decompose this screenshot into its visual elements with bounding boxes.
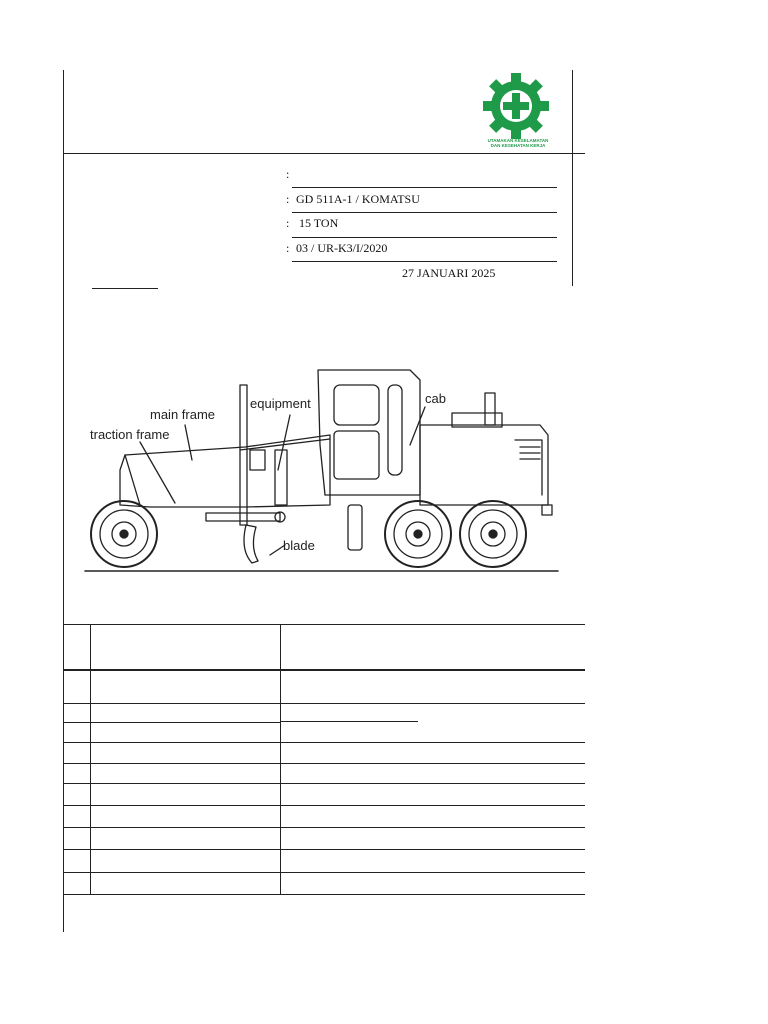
- info-colon-4: :: [286, 241, 290, 255]
- table-col-2: [280, 624, 281, 894]
- date-value: 27 JANUARI 2025: [402, 266, 496, 280]
- model-value: GD 511A-1 / KOMATSU: [296, 192, 420, 206]
- cab-leader: [410, 407, 425, 445]
- cab-label: cab: [425, 391, 446, 406]
- right-border-top: [572, 70, 573, 286]
- left-border: [63, 70, 64, 932]
- info-underline-3: [292, 237, 557, 238]
- info-underline-2: [292, 212, 557, 213]
- logo-line2: DAN KESEHATAN KERJA: [490, 143, 546, 148]
- table-col-1: [90, 624, 91, 894]
- table-row-line: [63, 872, 585, 873]
- table-row-line: [63, 703, 585, 704]
- info-colon-2: :: [286, 192, 290, 206]
- blade-label: blade: [283, 538, 315, 553]
- table-row-line: [63, 827, 585, 828]
- table-row-line: [63, 722, 280, 723]
- table-row-line: [63, 783, 585, 784]
- main-frame-shape: [120, 435, 330, 507]
- equipment-label: equipment: [250, 396, 311, 411]
- main-frame-leader: [185, 425, 192, 460]
- traction-frame-label: traction frame: [90, 427, 170, 442]
- blade-shape: [206, 513, 280, 521]
- table-top-border: [63, 624, 585, 625]
- header-divider: [63, 153, 585, 154]
- info-underline-4: [292, 261, 557, 262]
- table-header-bottom: [63, 669, 585, 671]
- table-bottom-border: [63, 894, 585, 895]
- table-row-line: [63, 805, 585, 806]
- k3-logo-icon: [476, 72, 560, 148]
- cab-shape: [318, 370, 420, 495]
- traction-frame-leader: [140, 442, 175, 503]
- logo-line1: UTAMAKAN KESELAMATAN: [487, 138, 549, 143]
- table-row-line: [63, 849, 585, 850]
- rear-wheel-2: [460, 501, 526, 567]
- motor-grader-diagram: [80, 355, 560, 580]
- engine-hood: [420, 425, 548, 505]
- reference-value: 03 / UR-K3/I/2020: [296, 241, 388, 255]
- info-colon-1: :: [286, 167, 290, 181]
- table-row-line: [63, 763, 585, 764]
- front-wheel: [91, 501, 157, 567]
- info-colon-3: :: [286, 216, 290, 230]
- rear-wheel-1: [385, 501, 451, 567]
- table-row-line-partial: [280, 721, 418, 722]
- main-frame-label: main frame: [150, 407, 216, 422]
- signature-underline: [92, 288, 158, 289]
- table-row-line: [63, 742, 585, 743]
- equipment-post: [240, 385, 247, 525]
- capacity-value: 15 TON: [296, 216, 339, 230]
- k3-logo: [476, 72, 560, 148]
- info-underline-1: [292, 187, 557, 188]
